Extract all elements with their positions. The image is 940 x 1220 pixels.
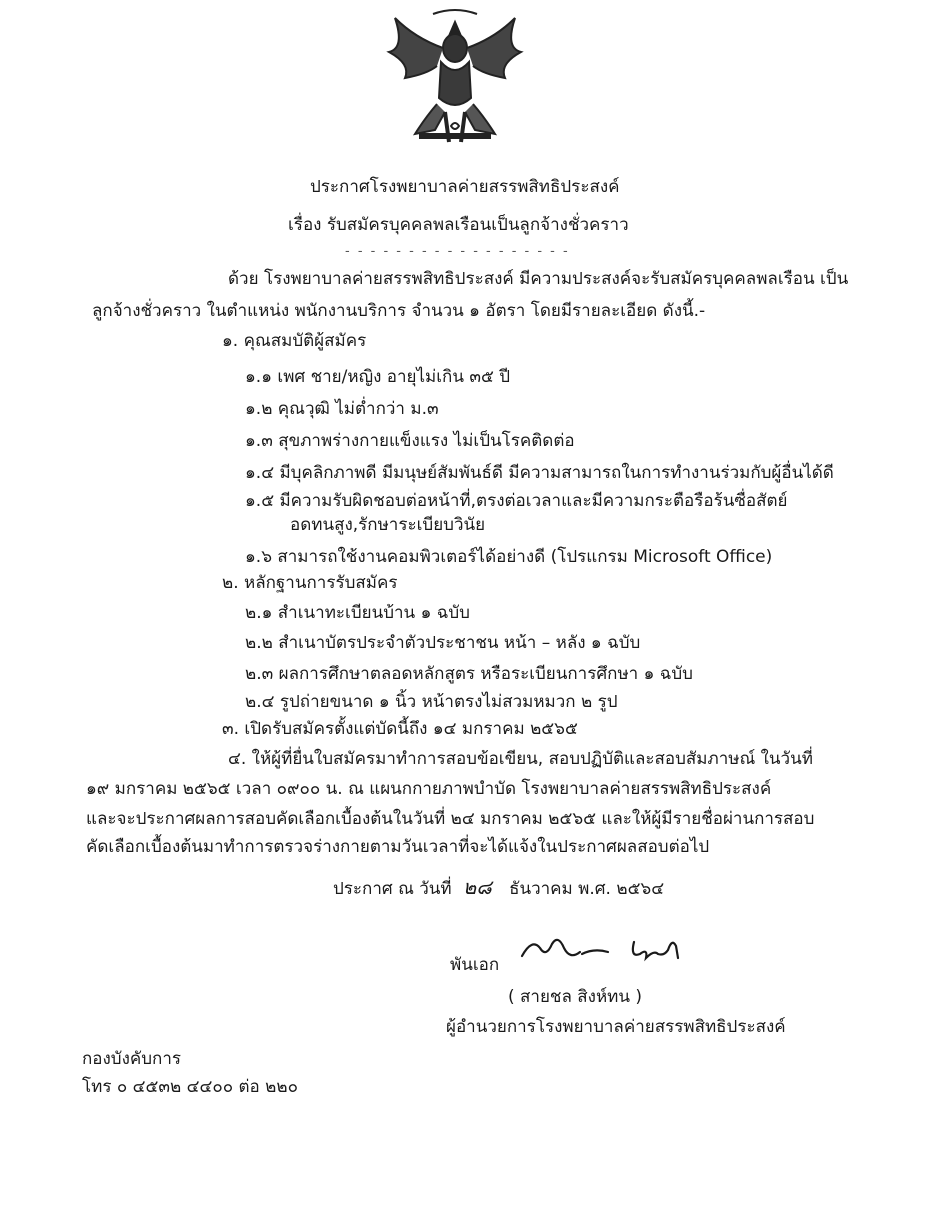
footer-department: กองบังคับการ [82, 1049, 182, 1069]
signer-position: ผู้อำนวยการโรงพยาบาลค่ายสรรพสิทธิประสงค์ [446, 1017, 786, 1037]
announce-date-suffix: ธันวาคม พ.ศ. ๒๕๖๔ [509, 879, 665, 899]
signer-rank: พันเอก [450, 955, 500, 975]
section2-heading: ๒. หลักฐานการรับสมัคร [222, 573, 398, 593]
section4-line-2: ๑๙ มกราคม ๒๕๖๕ เวลา ๐๙๐๐ น. ณ แผนกกายภาพบำบัด โรงพยาบาลค่ายสรรพสิทธิประสงค์ [86, 779, 772, 799]
section2-item-1: ๒.๑ สำเนาทะเบียนบ้าน ๑ ฉบับ [245, 603, 470, 623]
title-divider: - - - - - - - - - - - - - - - - - - [345, 244, 570, 259]
announce-date-prefix: ประกาศ ณ วันที่ [333, 879, 452, 899]
section4-line-1: ๔. ให้ผู้ที่ยื่นใบสมัครมาทำการสอบข้อเขียน, สอบปฏิบัติและสอบสัมภาษณ์ ในวันที่ [228, 749, 813, 769]
section4-line-3: และจะประกาศผลการสอบคัดเลือกเบื้องต้นในวันที่ ๒๔ มกราคม ๒๕๖๕ และให้ผู้มีรายชื่อผ่านการสอบ [86, 809, 815, 829]
intro-line-1: ด้วย โรงพยาบาลค่ายสรรพสิทธิประสงค์ มีความประสงค์จะรับสมัครบุคคลพลเรือน เป็น [228, 269, 849, 289]
section1-item-1: ๑.๑ เพศ ชาย/หญิง อายุไม่เกิน ๓๕ ปี [245, 367, 511, 387]
section3-text: ๓. เปิดรับสมัครตั้งแต่บัดนี้ถึง ๑๔ มกราคม ๒๕๖๕ [222, 719, 578, 739]
handwritten-day: ๒๘ [463, 875, 492, 899]
section1-item-5: ๑.๕ มีความรับผิดชอบต่อหน้าที่,ตรงต่อเวลาและมีความกระตือรือร้นซื่อสัตย์ [245, 491, 788, 511]
section1-item-5-cont: อดทนสูง,รักษาระเบียบวินัย [290, 515, 486, 535]
announce-date [333, 876, 664, 900]
section1-heading: ๑. คุณสมบัติผู้สมัคร [222, 331, 367, 351]
section4-line-4: คัดเลือกเบื้องต้นมาทำการตรวจร่างกายตามวันเวลาที่จะได้แจ้งในประกาศผลสอบต่อไป [86, 837, 710, 857]
garuda-emblem-icon [375, 8, 535, 158]
announcement-title: ประกาศโรงพยาบาลค่ายสรรพสิทธิประสงค์ [310, 177, 620, 197]
section2-item-4: ๒.๔ รูปถ่ายขนาด ๑ นิ้ว หน้าตรงไม่สวมหมวก ๒ รูป [245, 692, 618, 712]
intro-line-2: ลูกจ้างชั่วคราว ในตำแหน่ง พนักงานบริการ จำนวน ๑ อัตรา โดยมีรายละเอียด ดังนี้.- [92, 301, 706, 321]
section1-item-2: ๑.๒ คุณวุฒิ ไม่ต่ำกว่า ม.๓ [245, 399, 439, 419]
announcement-subject: เรื่อง รับสมัครบุคคลพลเรือนเป็นลูกจ้างชั่วคราว [288, 215, 629, 235]
section2-item-3: ๒.๓ ผลการศึกษาตลอดหลักสูตร หรือระเบียนการศึกษา ๑ ฉบับ [245, 664, 693, 684]
footer-phone: โทร ๐ ๔๕๓๒ ๔๔๐๐ ต่อ ๒๒๐ [82, 1077, 298, 1097]
handwritten-signature-icon [518, 928, 698, 970]
section1-item-4: ๑.๔ มีบุคลิกภาพดี มีมนุษย์สัมพันธ์ดี มีความสามารถในการทำงานร่วมกับผู้อื่นได้ดี [245, 463, 834, 483]
section1-item-3: ๑.๓ สุขภาพร่างกายแข็งแรง ไม่เป็นโรคติดต่อ [245, 431, 575, 451]
section1-item-6: ๑.๖ สามารถใช้งานคอมพิวเตอร์ได้อย่างดี (โปรแกรม Microsoft Office) [245, 547, 773, 567]
signer-name: ( สายชล สิงห์ทน ) [508, 987, 643, 1007]
section2-item-2: ๒.๒ สำเนาบัตรประจำตัวประชาชน หน้า – หลัง ๑ ฉบับ [245, 633, 641, 653]
